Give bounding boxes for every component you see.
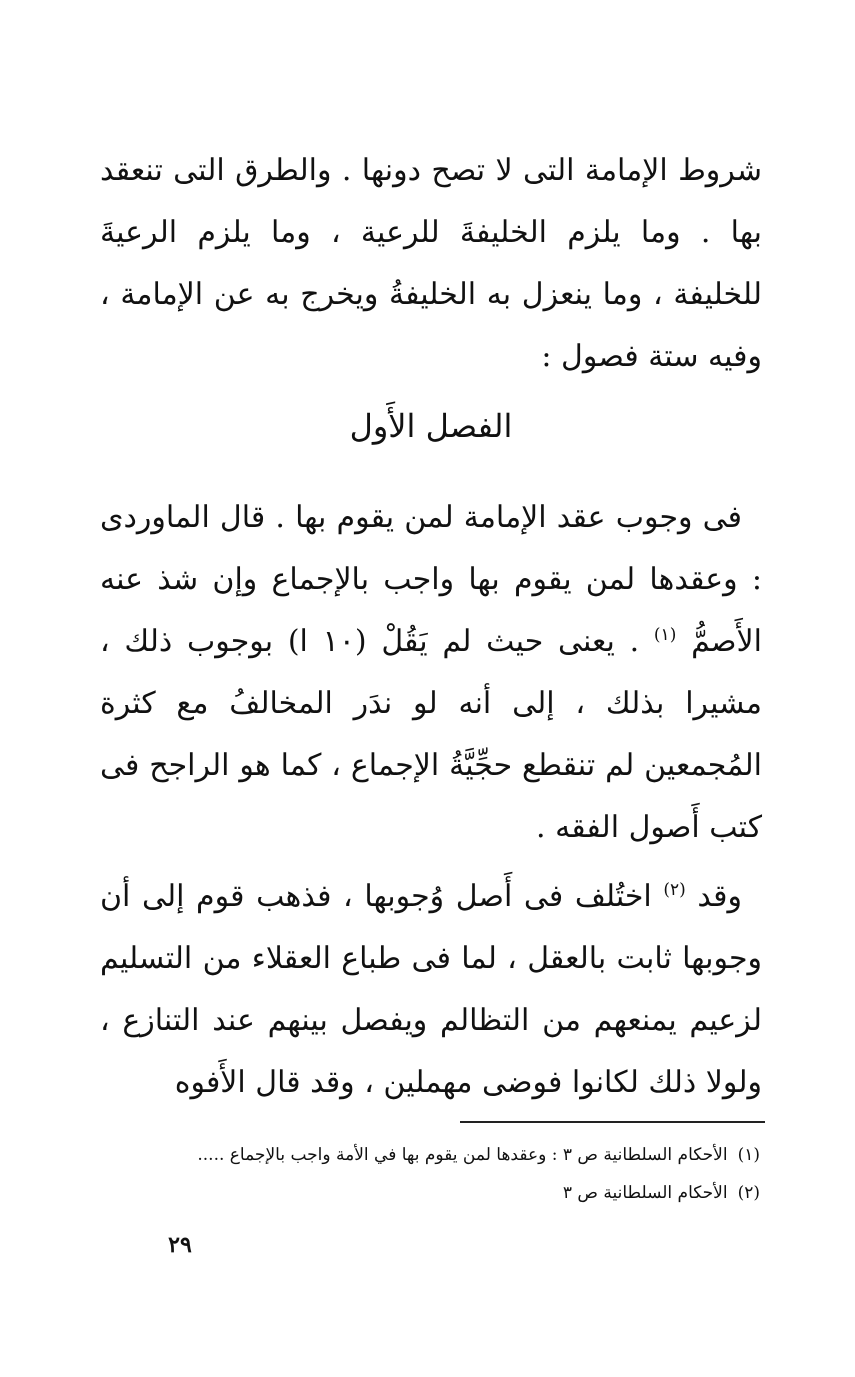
intro-paragraph xyxy=(100,140,762,388)
footnote-divider xyxy=(460,1121,765,1123)
intro-paragraph-text: شروط الإمامة التى لا تصح دونها . والطرق التى تنعقد بها . وما يلزم الخليفةَ للرعية ، وما يلزم الرعيةَ للخليفة ، وما ينعزل به الخليفةُ ويخرج به عن الإمامة ، وفيه ستة فصول : xyxy=(100,153,762,374)
footnote-number: (١) xyxy=(737,1145,760,1165)
section-paragraph-2 xyxy=(100,866,762,1114)
footnote-number: (٢) xyxy=(737,1183,760,1203)
section-paragraph-2-text xyxy=(100,866,762,1114)
footnote-2 xyxy=(160,1174,760,1212)
paragraph-text-start: فى وجوب عقد الإمامة لمن يقوم بها . قال الماوردى : وعقدها لمن يقوم بها واجب بالإجماع وإن شذ عنه الأَصمُّ xyxy=(100,500,762,659)
footnote-text: الأحكام السلطانية ص ٣ xyxy=(562,1183,728,1203)
footnote-1 xyxy=(160,1136,760,1174)
paragraph-text-rest: . يعنى حيث لم يَقُلْ (١٠ ا) بوجوب ذلك ، مشيرا بذلك ، إلى أنه لو ندَر المخالفُ مع كثرة المُجمعين لم تنقطع حجِّيَّةُ الإجماع ، كما هو الراجح فى كتب أَصول الفقه . xyxy=(100,624,762,845)
paragraph-text-rest: اختُلف فى أَصل وُجوبها ، فذهب قوم إلى أن وجوبها ثابت بالعقل ، لما فى طباع العقلاء من التسليم لزعيم يمنعهم من التظالم ويفصل بينهم عند التنازع ، ولولا ذلك لكانوا فوضى مهملين ، وقد قال الأَفوه xyxy=(100,879,762,1100)
footnote-marker-2[interactable]: (٢) xyxy=(663,880,686,900)
footnote-text: الأحكام السلطانية ص ٣ : وعقدها لمن يقوم بها في الأمة واجب بالإجماع ..... xyxy=(197,1145,728,1165)
section-paragraph-1 xyxy=(100,487,762,859)
section-paragraph-1-text xyxy=(100,487,762,859)
page-number: ٢٩ xyxy=(168,1232,192,1258)
footnotes xyxy=(160,1136,760,1212)
paragraph-text-start: وقد xyxy=(697,879,742,914)
footnote-marker-1[interactable]: (١) xyxy=(653,625,677,645)
chapter-heading: الفصل الأَول xyxy=(349,407,513,445)
